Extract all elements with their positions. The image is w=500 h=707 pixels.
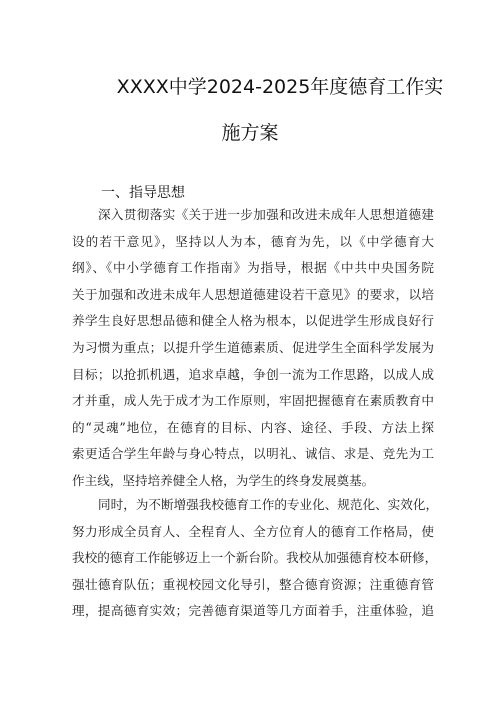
paragraph-line: 关于加强和改进未成年人思想道德建设若干意见》的要求，以培 <box>72 286 434 302</box>
paragraph-line: 为习惯为重点；以提升学生道德素质、促进学生全面科学发展为 <box>72 339 434 355</box>
document-title-line-2: 施方案 <box>221 122 279 144</box>
paragraph-line: 养学生良好思想品德和健全人格为根本，以促进学生形成良好行 <box>72 313 434 329</box>
paragraph-guiding-ideology <box>72 202 434 495</box>
paragraph-line: 理，提高德育实效；完善德育渠道等几方面着手，注重体验，追 <box>72 603 434 619</box>
paragraph-line: 的“灵魂”地位，在德育的目标、内容、途径、手段、方法上探 <box>72 419 434 435</box>
paragraph-work-approach <box>72 492 439 625</box>
document-title-line-1: XXXX中学2024-2025年度德育工作实 <box>116 76 444 98</box>
paragraph-line: 才并重，成人先于成才为工作原则，牢固把握德育在素质教育中 <box>72 393 434 409</box>
paragraph-line: 纲》、《中小学德育工作指南》为指导，根据《中共中央国务院 <box>72 260 434 276</box>
paragraph-line: 设的若干意见》，坚持以人为本，德育为先，以《中学德育大 <box>72 233 434 249</box>
paragraph-line: 深入贯彻落实《关于进一步加强和改进未成年人思想道德建 <box>98 207 434 222</box>
paragraph-line: 努力形成全员育人、全程育人、全方位育人的德育工作格局，使 <box>72 523 434 539</box>
paragraph-line: 作主线，坚持培养健全人格，为学生的终身发展奠基。 <box>72 472 375 488</box>
paragraph-line: 同时，为不断增强我校德育工作的专业化、规范化、实效化， <box>98 497 439 512</box>
section-heading-guiding-ideology: 一、指导思想 <box>101 185 185 201</box>
paragraph-line: 目标；以抢抓机遇，追求卓越，争创一流为工作思路，以成人成 <box>72 366 434 382</box>
paragraph-line: 索更适合学生年龄与身心特点，以明礼、诚信、求是、竞先为工 <box>72 446 434 462</box>
paragraph-line: 我校的德育工作能够迈上一个新台阶。我校从加强德育校本研修， <box>72 550 438 566</box>
paragraph-line: 强壮德育队伍；重视校园文化导引，整合德育资源；注重德育管 <box>72 576 434 592</box>
